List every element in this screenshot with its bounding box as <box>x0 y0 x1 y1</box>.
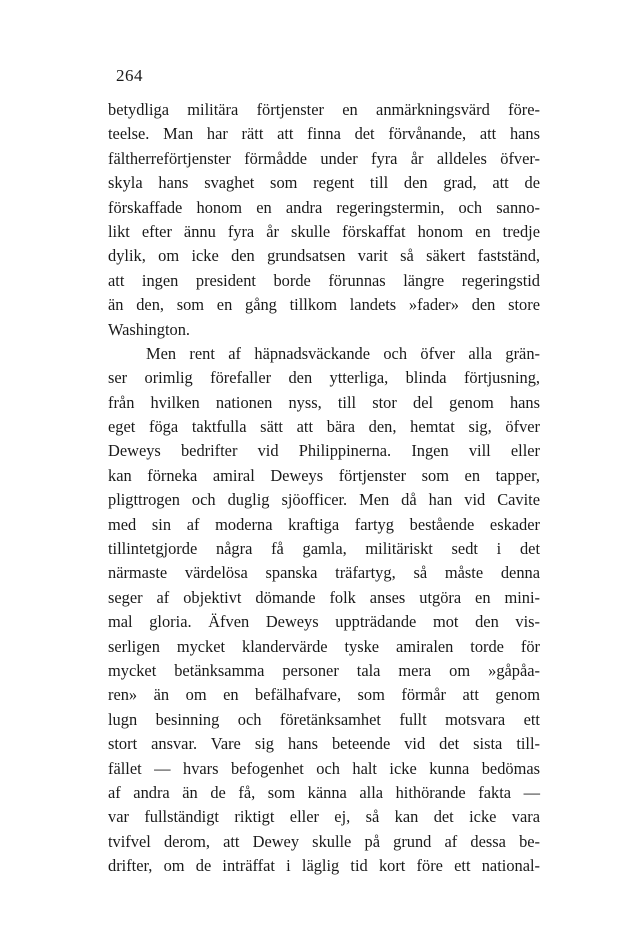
text-line: fället — hvars befogenhet och halt icke kunna bedömas <box>108 758 540 778</box>
text-line: eget föga taktfulla sätt att bära den, hemtat sig, öfver <box>108 417 540 437</box>
text-line: ser orimlig förefaller den ytterliga, blinda förtjusning, <box>108 368 540 388</box>
text-line: mycket betänksamma personer tala mera om »gåpåa- <box>108 660 540 680</box>
text-line: serligen mycket klandervärde tyske amiralen torde för <box>108 636 540 656</box>
paragraph-1 <box>108 98 540 342</box>
text-line: drifter, om de inträffat i läglig tid kort före ett national- <box>108 856 540 876</box>
text-line: pligttrogen och duglig sjöofficer. Men då han vid Cavite <box>108 490 540 510</box>
text-line: teelse. Man har rätt att finna det förvånande, att hans <box>108 124 540 144</box>
text-line: tvifvel derom, att Dewey skulle på grund af dessa be- <box>108 831 540 851</box>
text-line: från hvilken nationen nyss, till stor del genom hans <box>108 392 540 412</box>
text-line: seger af objektivt dömande folk anses utgöra en mini- <box>108 587 540 607</box>
text-line: förskaffade honom en andra regeringstermin, och sanno- <box>108 197 540 217</box>
text-line: dylik, om icke den grundsatsen varit så säkert fastständ, <box>108 246 540 266</box>
text-line: kan förneka amiral Deweys förtjenster som en tapper, <box>108 465 540 485</box>
text-line: af andra än de få, som känna alla hithörande fakta — <box>108 782 540 802</box>
text-line: Washington. <box>108 319 190 339</box>
text-line: fältherreförtjenster förmådde under fyra år alldeles öfver- <box>108 148 540 168</box>
text-line: Deweys bedrifter vid Philippinerna. Ingen vill eller <box>108 441 540 461</box>
text-line: att ingen president borde förunnas längre regeringstid <box>108 270 540 290</box>
page-number: 264 <box>116 66 143 85</box>
text-line: var fullständigt riktigt eller ej, så kan det icke vara <box>108 807 540 827</box>
paragraph-2 <box>108 342 540 879</box>
text-line: mal gloria. Äfven Deweys uppträdande mot den vis- <box>108 612 540 632</box>
text-line: med sin af moderna kraftiga fartyg bestående eskader <box>108 514 540 534</box>
text-line: betydliga militära förtjenster en anmärkningsvärd före- <box>108 100 540 119</box>
text-line: likt efter ännu fyra år skulle förskaffat honom en tredje <box>108 221 540 241</box>
text-line: än den, som en gång tillkom landets »fader» den store <box>108 295 540 315</box>
text-line: tillintetgjorde några få gamla, militäriskt sedt i det <box>108 539 540 559</box>
text-line: Men rent af häpnadsväckande och öfver alla grän- <box>146 343 540 363</box>
text-line: skyla hans svaghet som regent till den grad, att de <box>108 173 540 193</box>
body-text <box>108 98 540 879</box>
text-line: lugn besinning och företänksamhet fullt motsvara ett <box>108 709 540 729</box>
text-line: ren» än om en befälhafvare, som förmår att genom <box>108 685 540 705</box>
text-line: stort ansvar. Vare sig hans beteende vid det sista till- <box>108 734 540 754</box>
text-line: närmaste värdelösa spanska träfartyg, så måste denna <box>108 563 540 583</box>
